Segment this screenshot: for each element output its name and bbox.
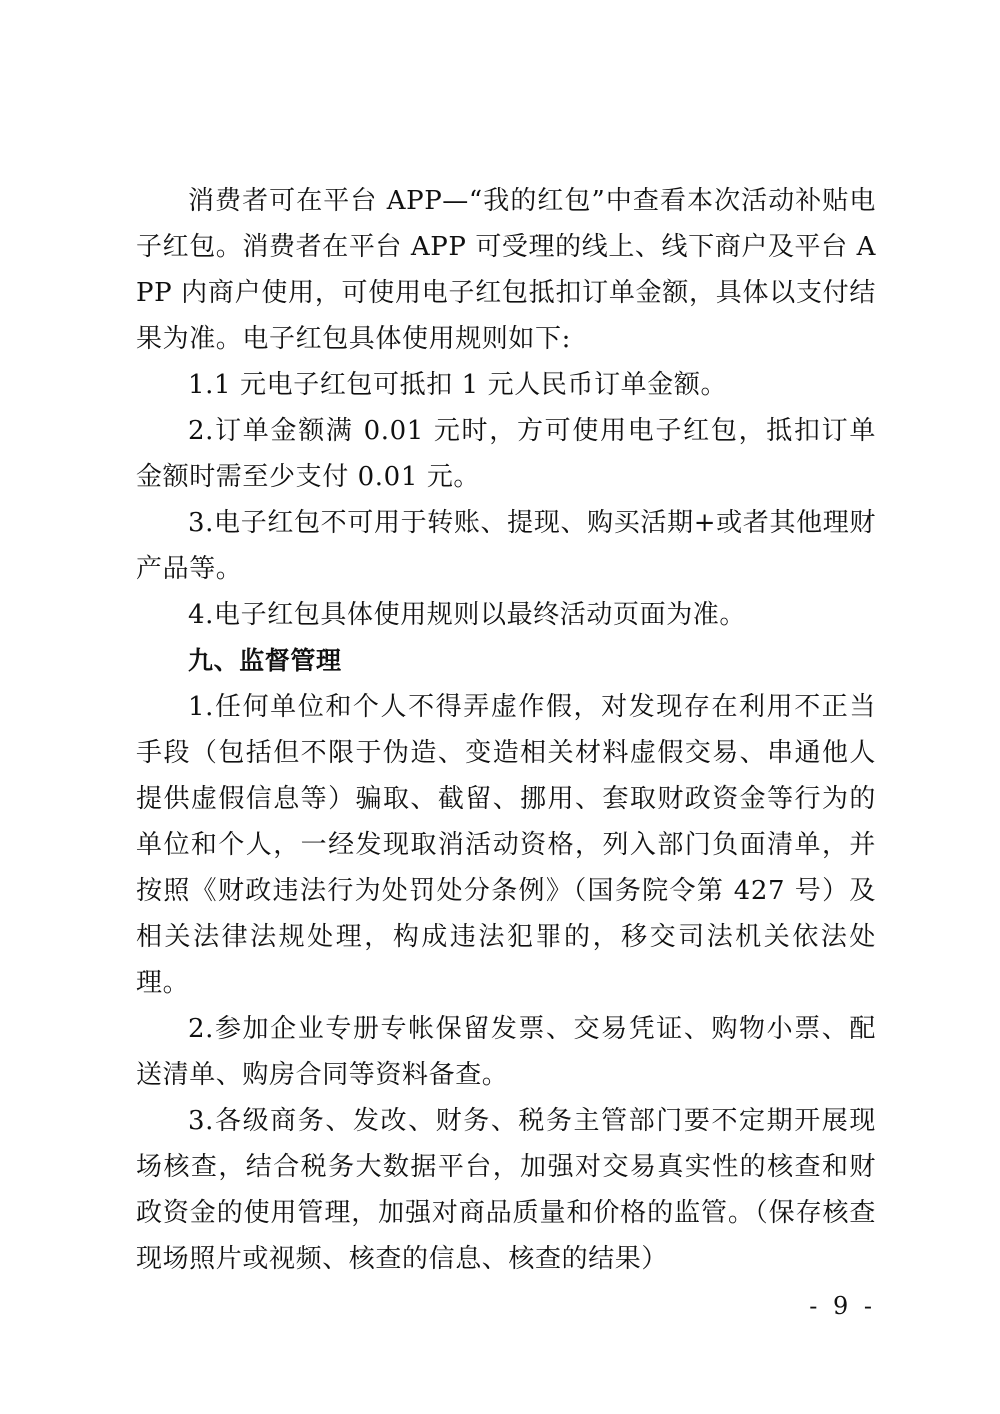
paragraph-rule-1: 1.1 元电子红包可抵扣 1 元人民币订单金额。: [188, 370, 728, 400]
paragraph-supervision-2: 2.参加企业专册专帐保留发票、交易凭证、购物小票、配送清单、购房合同等资料备查。: [136, 1014, 876, 1090]
page-number: - 9 -: [809, 1292, 876, 1320]
paragraph-supervision-3: 3.各级商务、发改、财务、税务主管部门要不定期开展现场核查，结合税务大数据平台，加强对交易真实性的核查和财政资金的使用管理，加强对商品质量和价格的监管。（保存核查现场照片或视频、核查的信息、核查的结果）: [136, 1106, 876, 1274]
paragraph-rule-4: 4.电子红包具体使用规则以最终活动页面为准。: [188, 600, 747, 630]
paragraph-intro: 消费者可在平台 APP—“我的红包”中查看本次活动补贴电子红包。消费者在平台 APP 可受理的线上、线下商户及平台 APP 内商户使用，可使用电子红包抵扣订单金额，具体以支付结果为准。电子红包具体使用规则如下:: [136, 186, 876, 354]
paragraph-rule-2: 2.订单金额满 0.01 元时，方可使用电子红包，抵扣订单金额时需至少支付 0.01 元。: [136, 416, 876, 492]
paragraph-supervision-1: 1.任何单位和个人不得弄虚作假，对发现存在利用不正当手段（包括但不限于伪造、变造相关材料虚假交易、串通他人提供虚假信息等）骗取、截留、挪用、套取财政资金等行为的单位和个人，一经发现取消活动资格，列入部门负面清单，并按照《财政违法行为处罚处分条例》（国务院令第 427 号）及相关法律法规处理，构成违法犯罪的，移交司法机关依法处理。: [136, 692, 876, 998]
document-body: [136, 178, 876, 1282]
paragraph-rule-3: 3.电子红包不可用于转账、提现、购买活期+或者其他理财产品等。: [136, 508, 876, 584]
section-heading-supervision: 九、监督管理: [188, 646, 342, 675]
